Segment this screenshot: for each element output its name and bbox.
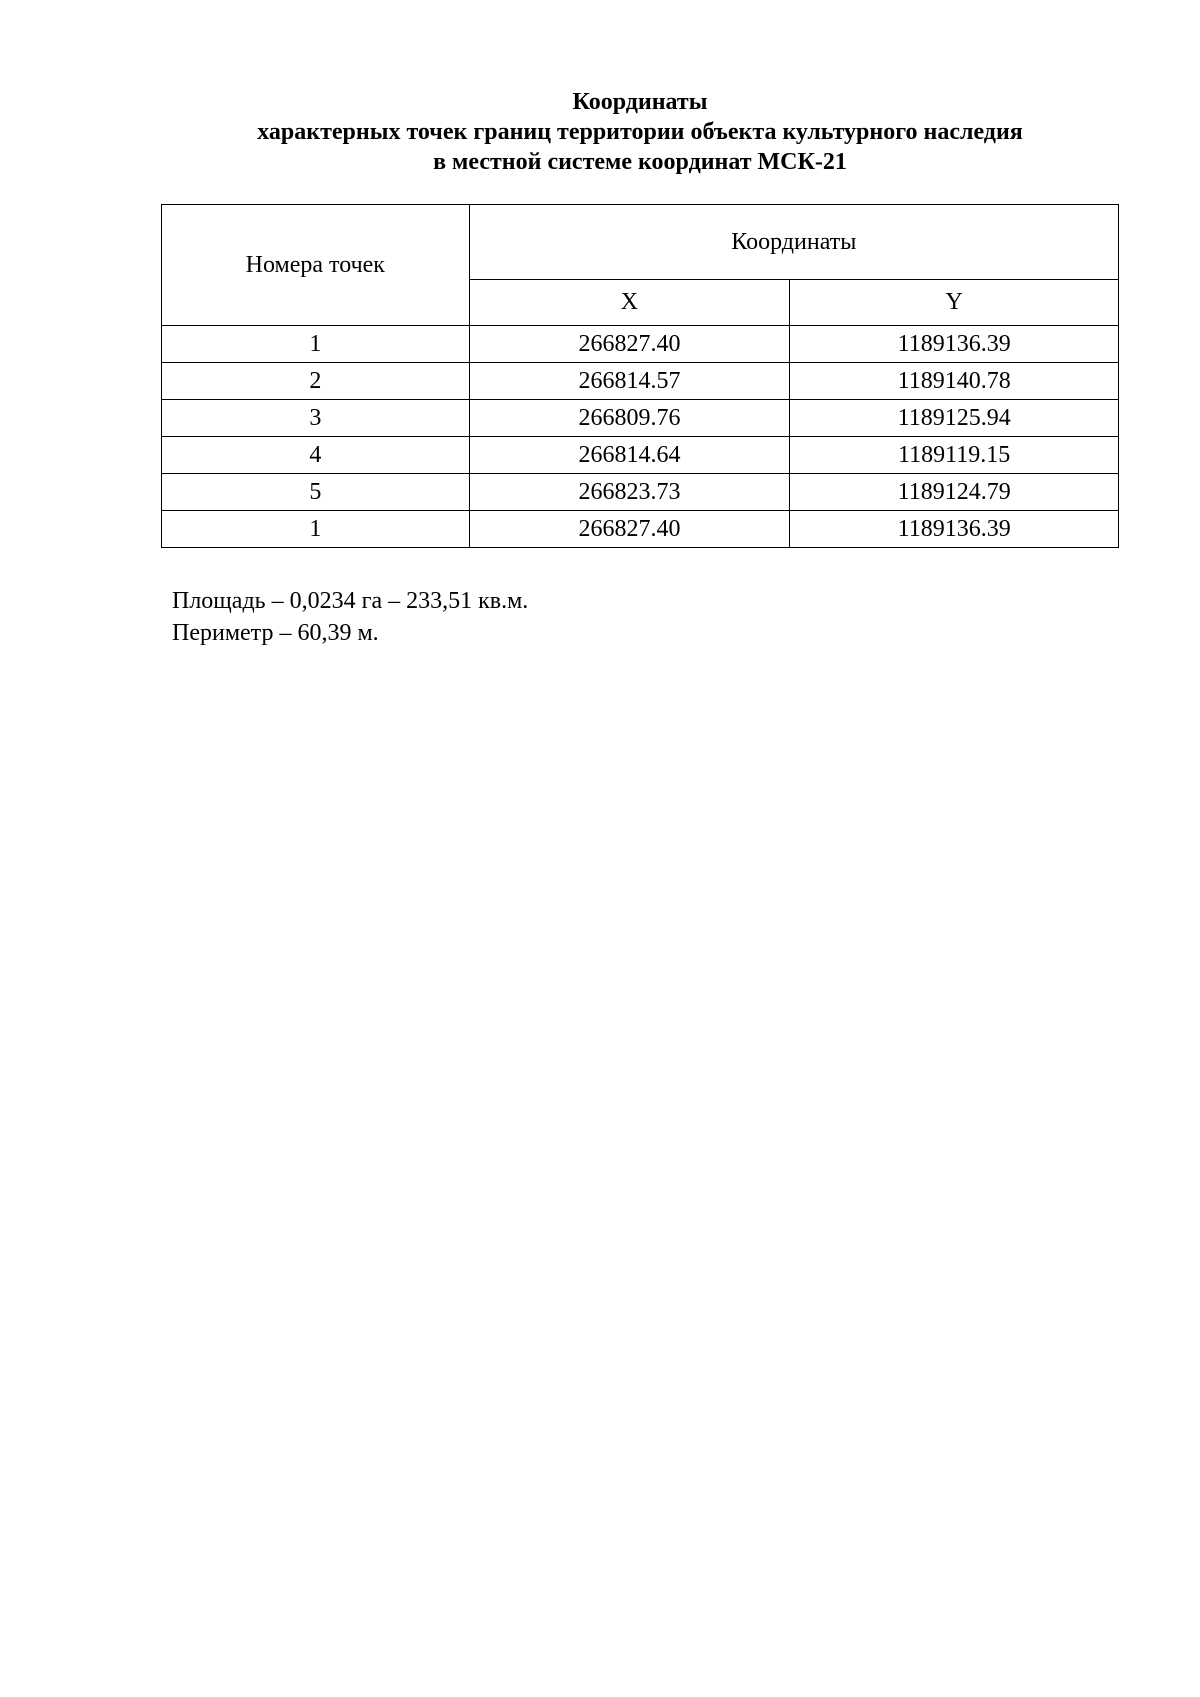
header-y: Y [790,280,1119,326]
header-coordinates: Координаты [469,205,1118,280]
y-cell: 1189140.78 [790,363,1119,400]
x-cell: 266814.57 [469,363,790,400]
point-number-cell: 2 [162,363,470,400]
coordinates-table [161,204,1119,548]
point-number-cell: 1 [162,326,470,363]
title-line-2: характерных точек границ территории объекта культурного наследия [257,119,1023,145]
x-cell: 266827.40 [469,511,790,548]
point-number-cell: 4 [162,437,470,474]
document-title [150,87,1130,177]
point-number-cell: 3 [162,400,470,437]
header-x: X [469,280,790,326]
point-number-cell: 5 [162,474,470,511]
area-text: Площадь – 0,0234 га – 233,51 кв.м. [172,588,529,614]
table-row [162,363,1119,400]
header-point-numbers: Номера точек [162,205,470,326]
table-row [162,474,1119,511]
table-row [162,437,1119,474]
table-row [162,400,1119,437]
table-row [162,511,1119,548]
perimeter-text: Периметр – 60,39 м. [172,620,379,646]
x-cell: 266809.76 [469,400,790,437]
title-line-1: Координаты [572,89,708,115]
x-cell: 266823.73 [469,474,790,511]
point-number-cell: 1 [162,511,470,548]
y-cell: 1189136.39 [790,511,1119,548]
x-cell: 266827.40 [469,326,790,363]
x-cell: 266814.64 [469,437,790,474]
table-row [162,326,1119,363]
summary-block [172,585,528,649]
y-cell: 1189124.79 [790,474,1119,511]
y-cell: 1189125.94 [790,400,1119,437]
title-line-3: в местной системе координат МСК-21 [433,149,847,175]
y-cell: 1189119.15 [790,437,1119,474]
y-cell: 1189136.39 [790,326,1119,363]
